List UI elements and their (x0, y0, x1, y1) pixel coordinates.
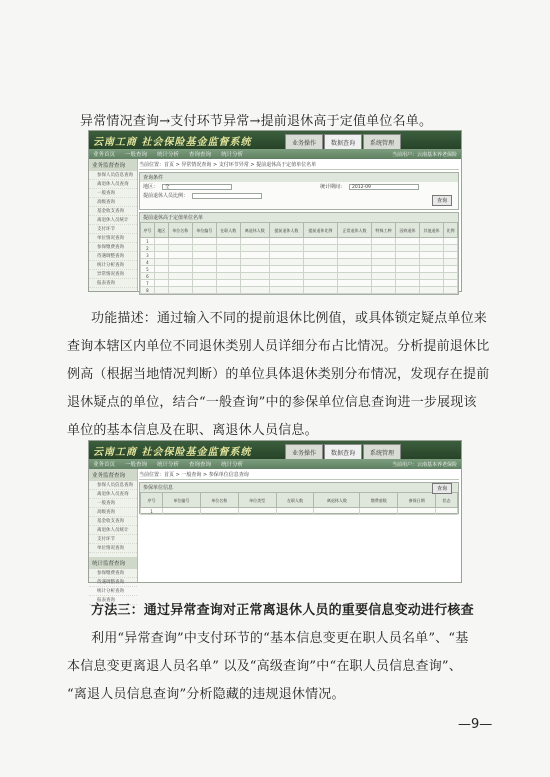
sidebar-item[interactable]: 高级查询 (89, 508, 137, 517)
table-cell (192, 280, 216, 287)
screenshot-2 (88, 440, 462, 603)
tab-business[interactable]: 业务操作 (285, 134, 323, 151)
ratio-label: 提前退休人员比例： (143, 193, 189, 199)
results-panel (139, 212, 459, 295)
sidebar-item[interactable]: 单位情况查询 (89, 234, 137, 243)
menu-item[interactable]: 业务首页 (93, 152, 116, 158)
table-cell (168, 280, 192, 287)
column-header: 序号 (141, 223, 155, 238)
table-cell (240, 287, 269, 294)
table-row[interactable] (141, 238, 458, 245)
ratio-input[interactable] (192, 193, 262, 199)
body-line: 利用“异常查询”中支付环节的“基本信息变更在职人员名单”、“基 (91, 631, 469, 646)
table-cell (168, 245, 192, 252)
table-cell (303, 245, 337, 252)
table-cell (240, 259, 269, 266)
table-cell (420, 266, 444, 273)
table-cell (192, 238, 216, 245)
column-header: 因病退休 (396, 223, 420, 238)
menu-item[interactable]: 统计分析 (221, 462, 244, 468)
period-input[interactable]: 2012-09 (349, 184, 419, 190)
app-title: 云南工商 社会保险基金监督系统 (93, 137, 252, 148)
breadcrumb: 当前位置：首页 > 异常情况查询 > 支付环节异常 > 提前退休高于定值单位名单 (139, 161, 459, 170)
table-cell (444, 252, 458, 259)
table-cell (444, 287, 458, 294)
column-header: 比例 (444, 223, 458, 238)
sidebar-item[interactable]: 一般查询 (89, 189, 137, 198)
table-cell (192, 252, 216, 259)
table-cell (420, 245, 444, 252)
table-cell (303, 259, 337, 266)
table-cell (420, 252, 444, 259)
column-header: 地区 (154, 223, 168, 238)
tab-system[interactable]: 系统管理 (363, 444, 401, 461)
table-cell (192, 266, 216, 273)
tab-business[interactable]: 业务操作 (285, 444, 323, 461)
table-cell (168, 287, 192, 294)
table-cell (436, 508, 458, 515)
table-row[interactable] (141, 245, 458, 252)
sidebar-item[interactable]: 离退休人员统计 (89, 526, 137, 535)
table-cell (168, 238, 192, 245)
results-body (141, 238, 458, 294)
description-line: 例高（根据当地情况判断）的单位具体退休类别分布情况，发现存在提前 (67, 367, 490, 382)
panel-heading: 参保单位信息 (140, 483, 458, 492)
table-cell (216, 266, 240, 273)
table-cell (420, 287, 444, 294)
table-cell (372, 245, 396, 252)
description-line: 退休疑点的单位，结合“一般查询”中的参保单位信息查询进一步展现该 (67, 395, 477, 410)
table-cell (192, 287, 216, 294)
table-cell (396, 266, 420, 273)
sidebar-heading: 业务监督查询 (89, 469, 137, 481)
description-line: 查询本辖区内单位不同退休类别人员详细分布占比情况。分析提前退休比 (67, 339, 490, 354)
results-table (140, 492, 458, 515)
sidebar-item[interactable]: 离退休人员查询 (89, 180, 137, 189)
results-body (141, 508, 458, 515)
table-cell (154, 273, 168, 280)
sidebar-item[interactable]: 支付环节 (89, 535, 137, 544)
table-cell (396, 238, 420, 245)
table-row[interactable] (141, 508, 458, 515)
sidebar (89, 159, 138, 291)
sidebar (89, 469, 138, 603)
menu-item[interactable]: 统计分析 (157, 152, 180, 158)
sidebar-item[interactable]: 支付环节 (89, 225, 137, 234)
query-button[interactable]: 查询 (432, 195, 452, 206)
table-cell (269, 266, 303, 273)
app-banner (89, 441, 461, 459)
table-cell (154, 280, 168, 287)
table-cell (396, 252, 420, 259)
sidebar-item[interactable]: 离退休人员统计 (89, 216, 137, 225)
menu-item[interactable]: 一般查询 (125, 462, 148, 468)
table-cell: 2 (141, 245, 155, 252)
table-cell (192, 259, 216, 266)
table-cell (269, 238, 303, 245)
main-content (139, 471, 459, 580)
app-banner (89, 131, 461, 149)
column-header: 特殊工种 (372, 223, 396, 238)
user-info: 当前用户：云南基本养老保险 (391, 462, 457, 468)
field-row (140, 182, 458, 191)
sidebar-item[interactable]: 基金收支查询 (89, 207, 137, 216)
sidebar-item[interactable]: 参保缴费查询 (89, 243, 137, 252)
column-header: 单位名称 (168, 223, 192, 238)
table-cell (396, 245, 420, 252)
table-cell (372, 273, 396, 280)
table-cell (372, 238, 396, 245)
table-cell (337, 252, 371, 259)
table-cell (168, 273, 192, 280)
table-cell (303, 266, 337, 273)
table-cell (168, 266, 192, 273)
table-cell (337, 280, 371, 287)
table-cell (154, 287, 168, 294)
table-cell (303, 238, 337, 245)
column-header: 状态 (436, 493, 458, 508)
table-cell (240, 266, 269, 273)
table-cell: 4 (141, 259, 155, 266)
column-header: 参保日期 (398, 493, 436, 508)
sidebar-item[interactable]: 一般查询 (89, 499, 137, 508)
description-line: 功能描述：通过输入不同的提前退休比例值，或具体锁定疑点单位来 (91, 311, 488, 326)
table-cell (444, 259, 458, 266)
table-cell (444, 238, 458, 245)
section-heading: 方法三：通过异常查询对正常离退休人员的重要信息变动进行核查 (91, 603, 474, 618)
results-heading: 提前退休高于定值单位名单 (140, 213, 458, 222)
table-cell (269, 287, 303, 294)
body-line: “离退人员信息查询”分析隐藏的违规退休情况。 (67, 687, 345, 702)
table-cell: 5 (141, 266, 155, 273)
table-cell (398, 508, 436, 515)
column-header: 单位编号 (192, 223, 216, 238)
table-cell (276, 508, 314, 515)
sidebar-item[interactable]: 待遇调整查询 (89, 252, 137, 261)
table-cell (192, 273, 216, 280)
table-cell (420, 259, 444, 266)
table-cell (396, 259, 420, 266)
menu-item[interactable]: 业务首页 (93, 462, 116, 468)
table-row[interactable] (141, 259, 458, 266)
column-header: 单位类型 (238, 493, 276, 508)
table-cell (303, 273, 337, 280)
table-row[interactable] (141, 280, 458, 287)
table-cell (372, 252, 396, 259)
table-cell (444, 273, 458, 280)
table-cell (337, 238, 371, 245)
table-row[interactable] (141, 287, 458, 294)
table-cell (420, 280, 444, 287)
table-cell (238, 508, 276, 515)
column-header: 离退休人数 (314, 493, 360, 508)
table-cell (154, 252, 168, 259)
table-cell (337, 287, 371, 294)
table-cell (168, 252, 192, 259)
table-cell (444, 280, 458, 287)
table-cell (168, 259, 192, 266)
table-cell (303, 252, 337, 259)
column-header: 序号 (141, 493, 163, 508)
column-header: 正常退休人数 (337, 223, 371, 238)
region-label: 地区： (143, 184, 159, 190)
sidebar-item[interactable]: 异常情况查询 (89, 270, 137, 279)
column-header: 在职人数 (216, 223, 240, 238)
table-cell (216, 280, 240, 287)
description-line: 单位的基本信息及在职、离退休人员信息。 (67, 423, 318, 438)
table-cell (303, 280, 337, 287)
query-button[interactable]: 查询 (432, 483, 452, 494)
menu-item[interactable]: 一般查询 (125, 152, 148, 158)
table-cell: 7 (141, 280, 155, 287)
table-cell (337, 266, 371, 273)
column-header: 缴费基数 (360, 493, 398, 508)
table-cell (269, 252, 303, 259)
tab-system[interactable]: 系统管理 (363, 134, 401, 151)
sidebar-item[interactable]: 高级查询 (89, 198, 137, 207)
sidebar-item[interactable]: 报表查询 (89, 596, 137, 605)
column-header: 在职人数 (276, 493, 314, 508)
table-cell (396, 287, 420, 294)
table-cell (314, 508, 360, 515)
page-number: —9— (458, 717, 493, 732)
table-cell (444, 266, 458, 273)
table-cell (240, 245, 269, 252)
table-cell (154, 259, 168, 266)
sidebar-item[interactable]: 离退休人员查询 (89, 490, 137, 499)
table-cell (240, 252, 269, 259)
table-cell (337, 259, 371, 266)
table-cell (162, 508, 200, 515)
table-cell (216, 245, 240, 252)
sidebar-item[interactable]: 基金收支查询 (89, 517, 137, 526)
table-cell (216, 287, 240, 294)
user-info: 当前用户：云南基本养老保险 (391, 152, 457, 158)
sidebar-item[interactable]: 参保缴费查询 (89, 569, 137, 578)
sidebar-item[interactable]: 报表查询 (89, 279, 137, 288)
table-cell (216, 252, 240, 259)
table-cell (216, 259, 240, 266)
field-row (140, 191, 458, 200)
table-cell (337, 245, 371, 252)
screenshot-1 (88, 130, 462, 292)
table-cell (269, 245, 303, 252)
table-cell (240, 280, 269, 287)
sidebar-item[interactable]: 单位情况查询 (89, 544, 137, 553)
table-cell (154, 238, 168, 245)
results-panel (139, 482, 459, 514)
column-header: 提前退休比例 (303, 223, 337, 238)
table-cell (154, 266, 168, 273)
table-cell (372, 259, 396, 266)
intro-line: 异常情况查询→支付环节异常→提前退休高于定值单位名单。 (80, 114, 433, 129)
period-label: 统计期间： (320, 184, 346, 190)
menu-item[interactable]: 统计分析 (221, 152, 244, 158)
sidebar-heading: 统计监督查询 (89, 557, 137, 569)
column-header: 其他退休 (420, 223, 444, 238)
column-header: 离退休人数 (240, 223, 269, 238)
table-cell (216, 273, 240, 280)
table-row[interactable] (141, 252, 458, 259)
table-row[interactable] (141, 266, 458, 273)
sidebar-item[interactable]: 待遇调整查询 (89, 578, 137, 587)
sidebar-item[interactable]: 统计分析查询 (89, 587, 137, 596)
table-cell: 3 (141, 252, 155, 259)
sidebar-item[interactable]: 参保人员信息查询 (89, 171, 137, 180)
table-cell (372, 287, 396, 294)
tab-query[interactable]: 数据查询 (324, 444, 362, 461)
results-table (140, 222, 458, 294)
menu-item[interactable]: 统计分析 (157, 462, 180, 468)
table-cell (420, 273, 444, 280)
body-line: 本信息变更离退人员名单” 以及“高级查询”中“在职人员信息查询”、 (67, 659, 462, 674)
table-cell (396, 273, 420, 280)
table-cell: 1 (141, 238, 155, 245)
table-cell (192, 245, 216, 252)
table-cell (372, 266, 396, 273)
tab-query[interactable]: 数据查询 (324, 134, 362, 151)
panel-heading: 查询条件 (140, 173, 458, 182)
menu-item[interactable]: 查询查询 (189, 152, 212, 158)
main-content (139, 161, 459, 293)
table-cell (200, 508, 238, 515)
column-header: 单位编号 (162, 493, 200, 508)
table-cell (337, 273, 371, 280)
sidebar-item[interactable]: 统计分析查询 (89, 261, 137, 270)
sidebar-heading: 业务监督查询 (89, 159, 137, 171)
table-cell (154, 245, 168, 252)
table-cell (444, 245, 458, 252)
table-cell: 6 (141, 273, 155, 280)
sidebar-item[interactable]: 参保人员信息查询 (89, 481, 137, 490)
table-cell (240, 273, 269, 280)
menu-item[interactable]: 查询查询 (189, 462, 212, 468)
table-cell (269, 280, 303, 287)
table-cell (372, 280, 396, 287)
table-cell (216, 238, 240, 245)
region-select[interactable]: 全 (162, 184, 232, 190)
column-header: 单位名称 (200, 493, 238, 508)
table-cell (269, 273, 303, 280)
table-cell (420, 238, 444, 245)
table-cell (303, 287, 337, 294)
breadcrumb: 当前位置：首页 > 一般查询 > 参保单位信息查询 (139, 471, 459, 480)
table-cell (396, 280, 420, 287)
table-cell: 8 (141, 287, 155, 294)
table-row[interactable] (141, 273, 458, 280)
table-cell: 1 (141, 508, 163, 515)
table-cell (240, 238, 269, 245)
table-cell (269, 259, 303, 266)
table-cell (360, 508, 398, 515)
app-title: 云南工商 社会保险基金监督系统 (93, 447, 252, 458)
query-panel (139, 172, 459, 210)
column-header: 提前退休人数 (269, 223, 303, 238)
